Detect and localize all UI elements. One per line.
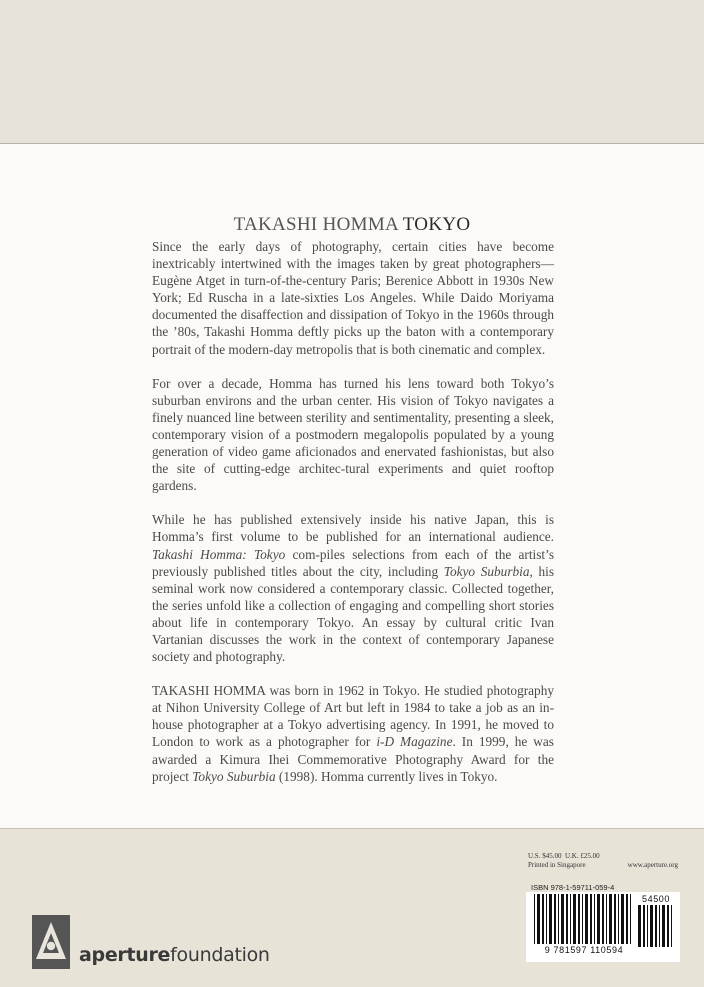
barcode-digits: 9 781597 110594: [544, 945, 624, 955]
publisher-logo-text: [79, 944, 270, 966]
title-author: TAKASHI HOMMA: [233, 214, 399, 235]
price-row: [528, 852, 678, 861]
text-run: com-piles selections from each of the artist’s previously published titles about the city, including: [152, 546, 554, 579]
title-book: TOKYO: [402, 214, 471, 235]
body-paragraph: [152, 238, 554, 358]
body-paragraph: [152, 511, 554, 665]
barcode-addon-digits: 54500: [641, 894, 671, 904]
text-run: For over a decade, Homma has turned his lens toward both Tokyo’s suburban environs and the urban center. His vision of Tokyo navigates a finely nuanced line between sterility and sentimentality, presenting a sleek, contemporary vision of a postmodern megalopolis populated by a young generation of video game aficionados and enervated fashionistas, but also the site of cutting-edge architec-tural experiments and quiet rooftop gardens.: [152, 375, 554, 494]
price-block: [528, 852, 678, 870]
printed-row: [528, 861, 678, 870]
italic-title: Tokyo Suburbia: [443, 563, 530, 579]
text-run: Since the early days of photography, certain cities have become inextricably intertwined with the images taken by great photographers—Eugène Atget in turn-of-the-century Paris; Berenice Abbott in 1930s New York; Ed Ruscha in a late-sixties Los Angeles. While Daido Moriyama documented the disaffection and dissipation of Tokyo in the 1960s through the ’80s, Takashi Homma deftly picks up the baton with a contemporary portrait of the modern-day metropolis that is both cinematic and complex.: [152, 239, 554, 357]
publisher-name-bold: aperture: [79, 944, 171, 966]
price-uk: U.K. £25.00: [564, 852, 600, 860]
italic-title: Takashi Homma: Tokyo: [152, 546, 286, 562]
aperture-triangle-icon: [32, 915, 70, 969]
barcode: [526, 892, 680, 962]
price-us-uk: [528, 852, 600, 861]
body-paragraph: [152, 682, 554, 785]
text-run: , his seminal work now considered a contemporary classic. Collected together, the series unfold like a collection of engaging and compelling short stories about life in contemporary Tokyo. An essay by cultural critic Ivan Vartanian discusses the work in the context of contemporary Japanese society and photography.: [152, 563, 554, 665]
top-band: [0, 0, 704, 144]
text-run: TAKASHI HOMMA was born in 1962 in Tokyo. He studied photography at Nihon University College of Art but left in 1984 to take a job as an in-house photographer at a Tokyo advertising agency. In 1991, he moved to London to work as a photographer for: [152, 683, 554, 750]
price-us: U.S. $45.00: [528, 852, 562, 860]
body-paragraph: [152, 375, 554, 495]
book-title: [0, 214, 704, 236]
text-run: (1998). Homma currently lives in Tokyo.: [275, 768, 498, 784]
isbn-label: ISBN 978-1-59711-059-4: [531, 883, 615, 892]
italic-title: Tokyo Suburbia: [192, 768, 276, 784]
website: www.aperture.org: [627, 861, 678, 869]
publisher-name-regular: foundation: [170, 944, 270, 966]
text-run: . In 1999, he was awarded a Kimura Ihei Commemorative Photography Award for the project: [152, 734, 554, 784]
italic-title: i-D Magazine: [376, 734, 453, 750]
text-run: While he has published extensively inside his native Japan, this is Homma’s first volume to be published for an international audience.: [152, 512, 554, 545]
printed-in: Printed in Singapore: [528, 861, 586, 869]
description-body: [152, 238, 554, 802]
